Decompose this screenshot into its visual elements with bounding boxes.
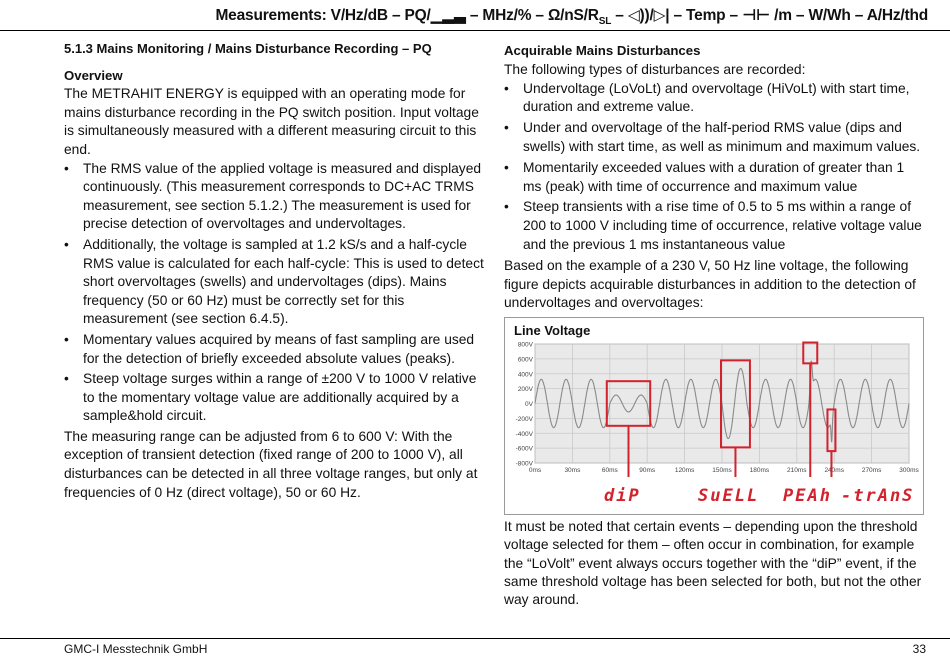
left-column [64, 40, 484, 502]
header-title-sub: SL [598, 16, 612, 28]
event-label: -trAnS [841, 486, 915, 507]
x-tick-label: 210ms [787, 467, 807, 475]
y-tick-label: -600V [515, 445, 533, 453]
x-tick-label: 90ms [639, 467, 656, 475]
y-tick-label: 600V [517, 356, 533, 364]
event-label: PEAh [783, 486, 832, 507]
list-item: • Additionally, the voltage is sampled at 1.2 kS/s and a half-cycle RMS value is calculated for each half-cycle: This is used to detect short overvoltages (swells) and undervoltages (dips). Mains frequency (50 or 60 Hz) must be correctly set for this measurement (see section 6.4.5). [64, 236, 484, 329]
list-item: • Under and overvoltage of the half-period RMS value (dips and swells) with start time, as well as minimum and maximum values. [504, 119, 922, 157]
x-tick-label: 180ms [749, 467, 770, 475]
y-tick-label: -800V [515, 460, 533, 468]
x-tick-label: 30ms [564, 467, 581, 475]
right-column [504, 42, 922, 609]
overview-title: Overview [64, 67, 123, 83]
x-tick-label: 300ms [899, 467, 919, 475]
y-tick-label: 200V [517, 386, 533, 394]
list-item: • The RMS value of the applied voltage is measured and displayed continuously. (This measurement corresponds to DC+AC TRMS measurement, see section 5.1.2.) The measurement is used for precise detection of overvoltages and undervoltages. [64, 160, 484, 234]
x-tick-label: 270ms [861, 467, 882, 475]
combination-note: It must be noted that certain events – depending upon the threshold voltage selected for them – often occur in combination, for example the “LoVolt” event always occurs together with the “diP” event, if the same threshold voltage has been selected for both, but not the other way around. [504, 519, 922, 607]
section-title: 5.1.3 Mains Monitoring / Mains Disturbance Recording – PQ [64, 41, 432, 56]
page-number: 33 [912, 642, 926, 656]
overview-intro: The METRAHIT ENERGY is equipped with an operating mode for mains disturbance recording in the PQ switch position. Input voltage is simultaneously measured with a different measuring circuit to this end. [64, 86, 479, 157]
measuring-range-paragraph: The measuring range can be adjusted from 6 to 600 V: With the exception of transient detection (fixed range of 200 to 1000 V), all disturbances can be detected in all three voltage ranges, but only at frequencies of 0 Hz (direct voltage), 50 or 60 Hz. [64, 428, 478, 500]
y-tick-label: 800V [517, 341, 533, 349]
y-tick-label: -400V [515, 430, 533, 438]
figure-intro: Based on the example of a 230 V, 50 Hz line voltage, the following figure depicts acquirable disturbances in addition to the detection of undervoltages and overvoltages: [504, 257, 916, 311]
line-voltage-figure [504, 317, 924, 515]
disturbances-intro: The following types of disturbances are recorded: [504, 61, 806, 77]
list-item: • Steep transients with a rise time of 0.5 to 5 ms within a range of 200 to 1000 V including time of occurrence, relative voltage value and the previous 1 ms instantaneous value [504, 198, 922, 254]
header-title-tail: – ◁))/▷| – Temp – ⊣⊢ /m – W/Wh – A/Hz/thd [611, 7, 928, 24]
footer-divider [0, 638, 950, 639]
x-tick-label: 0ms [528, 467, 542, 475]
x-tick-label: 120ms [674, 467, 695, 475]
disturbance-bullet-list [504, 80, 922, 255]
chart-title: Line Voltage [514, 323, 591, 339]
y-tick-label: 0V [525, 401, 533, 409]
x-tick-label: 150ms [712, 467, 732, 475]
list-item: • Steep voltage surges within a range of ±200 V to 1000 V relative to the momentary voltage value are additionally acquired by a sample&hold circuit. [64, 370, 484, 426]
y-tick-label: -200V [515, 416, 533, 424]
header-title [215, 6, 928, 27]
list-item: • Momentarily exceeded values with a duration of greater than 1 ms (peak) with time of occurrence and maximum value [504, 159, 922, 197]
overview-bullet-list [64, 160, 484, 426]
list-item: • Momentary values acquired by means of fast sampling are used for the detection of briefly exceeded absolute values (peaks). [64, 331, 484, 368]
x-tick-label: 240ms [824, 467, 844, 475]
x-tick-label: 60ms [601, 467, 618, 475]
y-tick-label: 400V [517, 371, 533, 379]
header-title-main: Measurements: V/Hz/dB – PQ/▁▂▃ – MHz/% – Ω/nS/R [215, 7, 599, 24]
page-header [0, 0, 950, 31]
disturbances-title: Acquirable Mains Disturbances [504, 43, 701, 58]
event-label: SuELL [698, 486, 760, 507]
line-voltage-chart [505, 318, 923, 514]
list-item: • Undervoltage (LoVoLt) and overvoltage (HiVoLt) with start time, duration and extreme value. [504, 80, 922, 118]
event-label: diP [604, 486, 641, 507]
footer-company: GMC-I Messtechnik GmbH [64, 642, 208, 656]
